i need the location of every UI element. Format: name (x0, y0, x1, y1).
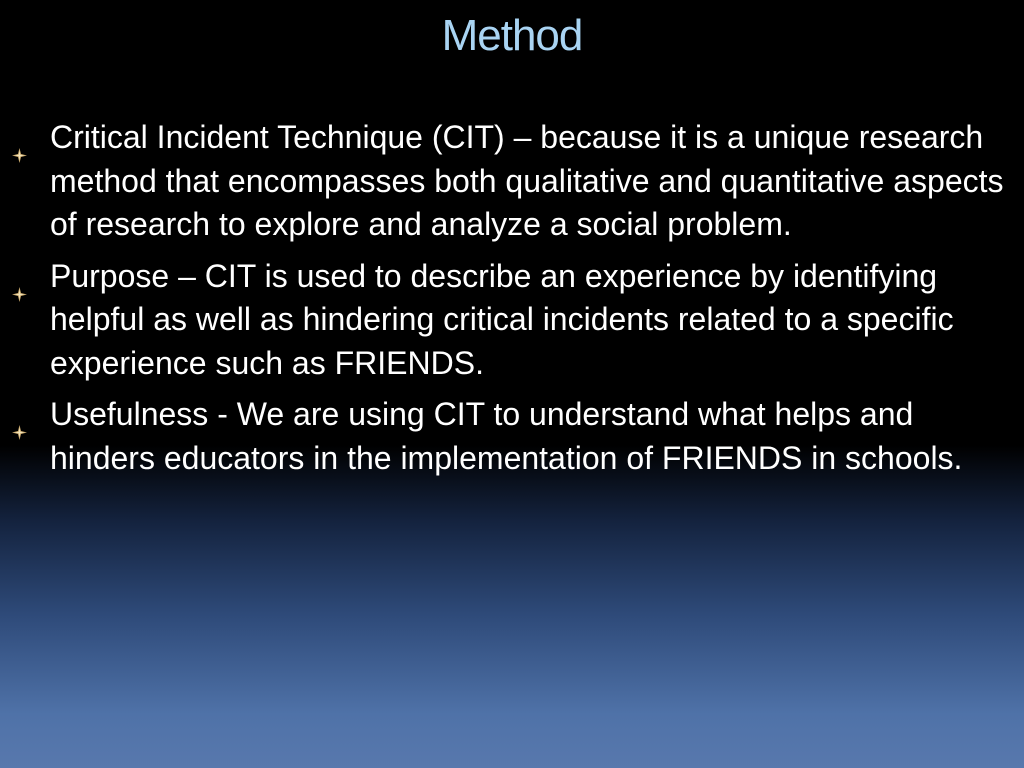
bullet-text: Usefulness - We are using CIT to understand what helps and hinders educators in the implementation of FRIENDS in schools. (50, 396, 963, 476)
bullet-item (12, 116, 1017, 247)
diamond-bullet-icon (12, 270, 27, 285)
bullet-list (12, 116, 1017, 488)
diamond-bullet-icon (12, 131, 27, 146)
bullet-item (12, 255, 1017, 386)
bullet-item (12, 393, 1017, 480)
slide-title: Method (441, 11, 583, 60)
bullet-text: Critical Incident Technique (CIT) – because it is a unique research method that encompasses both qualitative and quantitative aspects of research to explore and analyze a social problem. (50, 119, 1004, 242)
bullet-text: Purpose – CIT is used to describe an experience by identifying helpful as well as hindering critical incidents related to a specific experience such as FRIENDS. (50, 257, 954, 381)
diamond-bullet-icon (12, 408, 27, 423)
